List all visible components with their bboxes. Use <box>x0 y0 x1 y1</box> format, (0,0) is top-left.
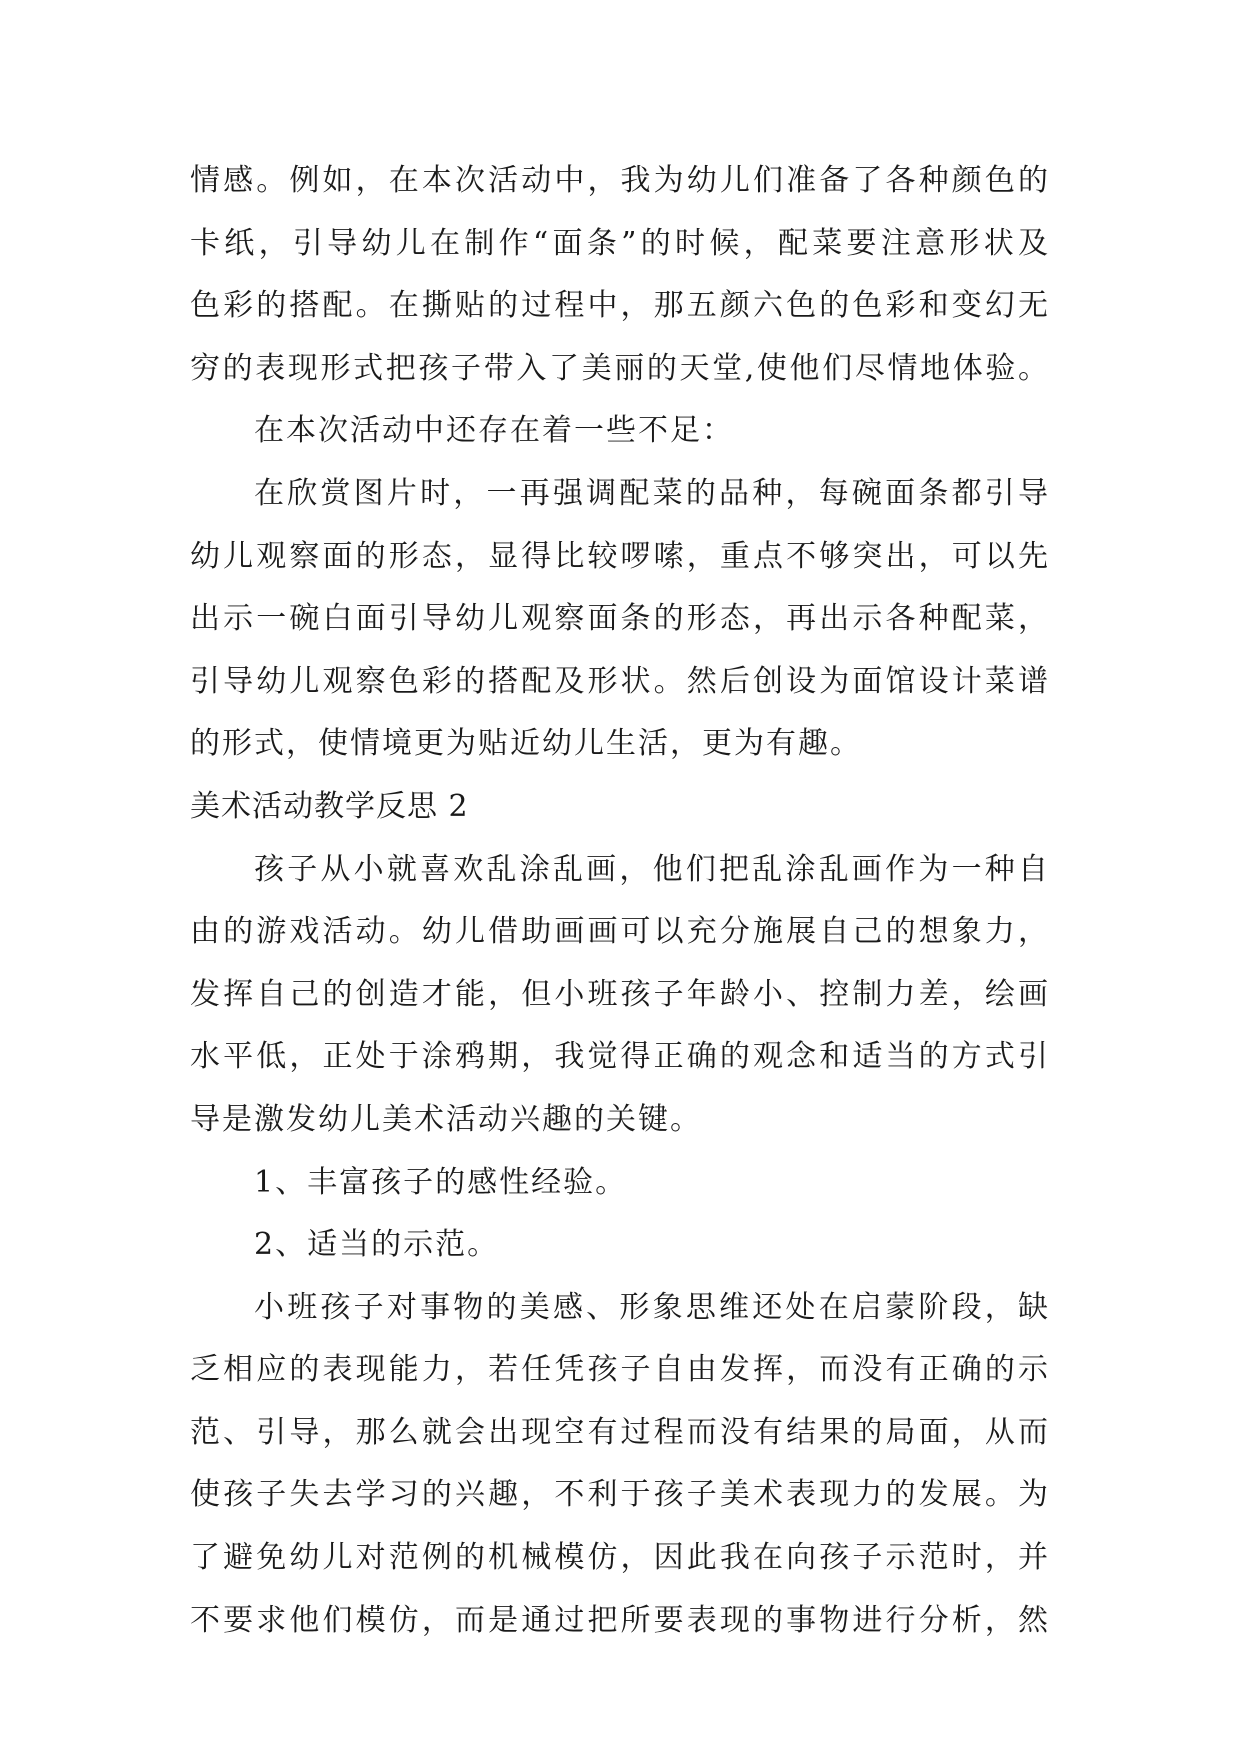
body-line: 了避免幼儿对范例的机械模仿，因此我在向孩子示范时，并 <box>190 1540 1050 1576</box>
body-line: 出示一碗白面引导幼儿观察面条的形态，再出示各种配菜， <box>190 601 1050 637</box>
body-line: 色彩的搭配。在撕贴的过程中，那五颜六色的色彩和变幻无 <box>190 288 1050 324</box>
section-heading: 美术活动教学反思 2 <box>190 788 469 824</box>
list-item: 2、适当的示范。 <box>254 1227 500 1263</box>
body-line: 穷的表现形式把孩子带入了美丽的天堂,使他们尽情地体验。 <box>190 350 1050 386</box>
document-page <box>190 150 1050 1652</box>
body-line: 不要求他们模仿，而是通过把所要表现的事物进行分析，然 <box>190 1602 1050 1638</box>
body-line: 的形式，使情境更为贴近幼儿生活，更为有趣。 <box>190 726 862 762</box>
paragraph-line: 在本次活动中还存在着一些不足： <box>254 413 734 449</box>
body-line: 导是激发幼儿美术活动兴趣的关键。 <box>190 1101 702 1137</box>
body-line: 卡纸，引导幼儿在制作“面条”的时候，配菜要注意形状及 <box>190 225 1050 261</box>
paragraph-line: 在欣赏图片时，一再强调配菜的品种，每碗面条都引导 <box>254 475 1050 511</box>
body-line: 水平低，正处于涂鸦期，我觉得正确的观念和适当的方式引 <box>190 1039 1050 1075</box>
body-line: 使孩子失去学习的兴趣，不利于孩子美术表现力的发展。为 <box>190 1477 1050 1513</box>
body-line: 乏相应的表现能力，若任凭孩子自由发挥，而没有正确的示 <box>190 1352 1050 1388</box>
body-line: 发挥自己的创造才能，但小班孩子年龄小、控制力差，绘画 <box>190 976 1050 1012</box>
body-line: 由的游戏活动。幼儿借助画画可以充分施展自己的想象力， <box>190 914 1050 950</box>
body-line: 范、引导，那么就会出现空有过程而没有结果的局面，从而 <box>190 1414 1050 1450</box>
body-line: 情感。例如，在本次活动中，我为幼儿们准备了各种颜色的 <box>190 163 1050 198</box>
body-line: 幼儿观察面的形态，显得比较啰嗦，重点不够突出，可以先 <box>190 538 1050 574</box>
list-item: 1、丰富孩子的感性经验。 <box>254 1164 628 1200</box>
body-line: 引导幼儿观察色彩的搭配及形状。然后创设为面馆设计菜谱 <box>190 663 1050 699</box>
paragraph-line: 孩子从小就喜欢乱涂乱画，他们把乱涂乱画作为一种自 <box>254 851 1050 887</box>
paragraph-line: 小班孩子对事物的美感、形象思维还处在启蒙阶段，缺 <box>254 1289 1050 1325</box>
